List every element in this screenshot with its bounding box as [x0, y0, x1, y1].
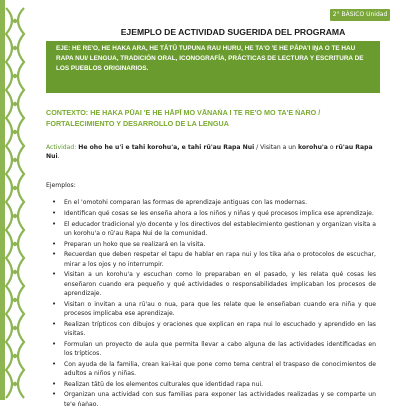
activity-word-korohua: korohu'a [297, 144, 328, 151]
list-item: • Identifican qué cosas se les enseña ahora a los niños y niñas y qué procesos implica ese aprendizaje. [64, 209, 376, 218]
activity-end: . [57, 153, 60, 161]
list-item: • El educador tradicional y/o docente y los directivos del establecimiento gestionan y organizan visita a un korohu'a o rū'au Rapa Nui de la comunidad. [64, 220, 376, 238]
activity-spanish-pre: / Visitan a un [254, 144, 298, 151]
activity-word-ruau: rū'au Rapa Nui [46, 144, 373, 161]
activity-label: Actividad: [46, 144, 77, 151]
activity-description [46, 143, 376, 161]
document-title: EJEMPLO DE ACTIVIDAD SUGERIDA DEL PROGRAMA [120, 27, 346, 37]
list-item: • En el 'omotohi comparan las formas de aprendizaje antiguas con las modernas. [64, 198, 376, 207]
examples-label: Ejemplos: [46, 182, 76, 189]
list-item: • Visitan o invitan a una rū'au o nua, para que les relate que le enseñaban cuando era niña y que procesos implicaba ese aprendizaje. [64, 300, 376, 318]
list-item: • Realizan tātū de los elementos culturales que identidad rapa nui. [64, 380, 376, 389]
activity-rapa-nui: He oho he u'i e tahi korohu'a, e tahi rū'au Rapa Nui [78, 144, 255, 151]
grade-unit-badge: 2° BÁSICO Unidad 3 [330, 9, 390, 21]
list-item: • Con ayuda de la familia, crean kai-kai que pone como tema central el traspaso de conocimientos de adultos a niños y niñas. [64, 360, 376, 378]
list-item: • Formulan un proyecto de aula que permita llevar a cabo alguna de las actividades identificadas en los trípticos. [64, 340, 376, 358]
eje-banner [46, 41, 380, 93]
decorative-border [0, 0, 28, 400]
list-item: • Recuerdan que deben respetar el tapu de hablar en rapa nui y los tika aṅa o protocolos de escuchar, mirar a los ojos y no interrumpir. [64, 250, 376, 268]
maori-pattern-icon [0, 0, 28, 400]
eje-text: EJE: HE RE'O, HE HAKA ARA, HE TĀTŪ TUPUNA RAU HURU, HE TA'O 'E HE PĀPA'I IṈA O TE HAU RAPA NUI/ LENGUA, TRADICIÓN ORAL, ICONOGRAFÍA, PRÁCTICAS DE LECTURA Y ESCRITURA DE LOS PUEBLOS ORIGINARIOS. [56, 45, 364, 73]
contexto-heading: CONTEXTO: HE HAKA PŪAI 'E HE HĀPĪ MO VĀNAṄA I TE RE'O MO TA'E ṄARO / FORTALECIMIENTO Y DESARROLLO DE LA LENGUA [46, 108, 321, 128]
activity-mid: o [327, 144, 336, 151]
list-item: • Organizan una actividad con sus familias para exponer las actividades realizadas y se comparte un te'e ṅaṅao. [64, 390, 376, 408]
list-item: • Visitan a un korohu'a y escuchan como lo preparaban en el pasado, y les relata qué cosas les enseñaron cuando era pequeño y qué actividades o responsabilidades implicaban los procesos de aprendizaje. [64, 270, 376, 298]
list-item: • Preparan un hoko que se realizará en la visita. [64, 240, 376, 249]
list-item: • Realizan trípticos con dibujos y oraciones que explican en rapa nui lo escuchado y aprendido en las visitas. [64, 320, 376, 338]
examples-list [64, 198, 376, 410]
